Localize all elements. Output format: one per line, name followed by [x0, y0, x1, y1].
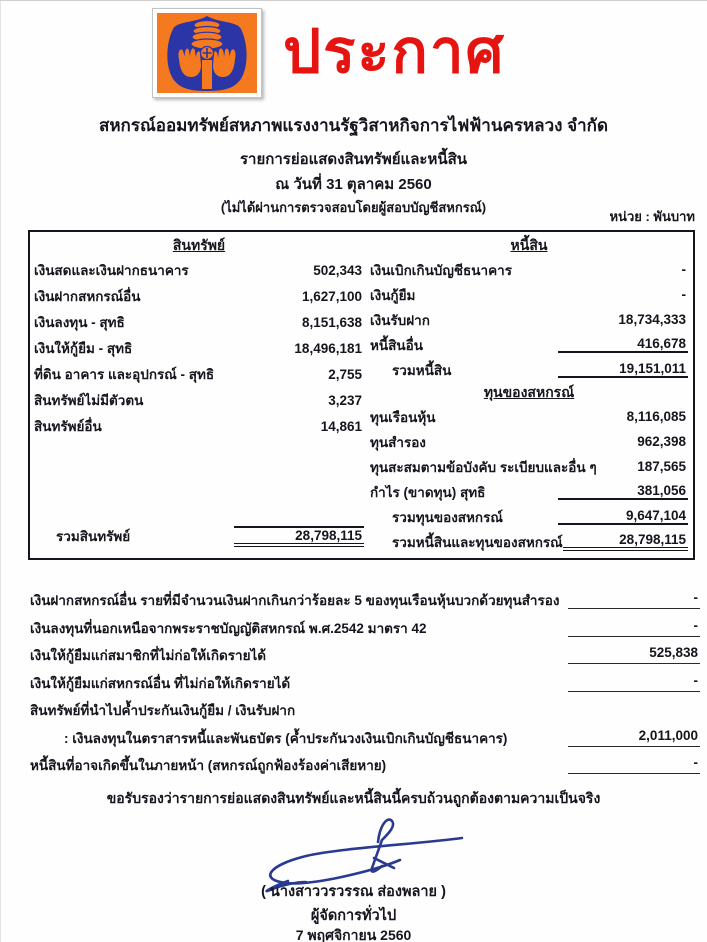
liability-label: เงินรับฝาก — [370, 312, 430, 328]
disclosure-row — [28, 641, 700, 669]
disclosure-row — [28, 614, 700, 642]
liabilities-column — [370, 235, 688, 555]
signatory-name: ( นางสาววรวรรณ ส่องพลาย ) — [261, 884, 446, 900]
asset-value: 502,343 — [313, 262, 362, 278]
asset-value: 18,496,181 — [294, 340, 362, 356]
capital-value: 962,398 — [637, 434, 686, 449]
organization-name: สหกรณ์ออมทรัพย์สหภาพแรงงานรัฐวิสาหกิจการไฟฟ้านครหลวง จำกัด — [98, 116, 609, 135]
capital-value: 187,565 — [637, 459, 686, 474]
asset-label: เงินลงทุน - สุทธิ — [34, 315, 125, 330]
disclosure-label: : เงินลงทุนในตราสารหนี้และพันธบัตร (ค้ำประกันวงเงินเบิกเกินบัญชีธนาคาร) — [64, 730, 508, 746]
balance-sheet-table — [28, 230, 695, 560]
disclosure-row — [28, 696, 700, 724]
disclosure-value: - — [568, 586, 700, 609]
asset-label: เงินให้กู้ยืม - สุทธิ — [34, 341, 133, 356]
asset-row — [34, 335, 364, 361]
disclosure-row — [28, 724, 700, 752]
asset-row — [34, 309, 364, 335]
asset-value: 1,627,100 — [301, 288, 362, 304]
signatory-title: ผู้จัดการทั่วไป — [310, 908, 397, 924]
disclosure-label: เงินให้กู้ยืมแก่สหกรณ์อื่น ที่ไม่ก่อให้เกิดรายได้ — [30, 675, 291, 691]
capital-row — [370, 479, 688, 504]
capital-label: กำไร (ขาดทุน) สุทธิ — [370, 484, 486, 500]
statement-title: รายการย่อแสดงสินทรัพย์และหนี้สิน — [239, 151, 467, 168]
asset-label: เงินสดและเงินฝากธนาคาร — [34, 263, 189, 278]
asset-value: 8,151,638 — [301, 314, 362, 330]
announcement-title: ประกาศ — [283, 18, 506, 85]
asset-row — [34, 283, 364, 309]
liabilities-total-value: 19,151,011 — [558, 361, 688, 378]
liabilities-header: หนี้สิน — [510, 237, 548, 253]
liability-label: เงินกู้ยืม — [370, 287, 416, 303]
asset-label: ที่ดิน อาคาร และอุปกรณ์ - สุทธิ — [34, 367, 215, 382]
disclosure-label: เงินลงทุนที่นอกเหนือจากพระราชบัญญัติสหกรณ์ พ.ศ.2542 มาตรา 42 — [30, 620, 427, 636]
liability-label: หนี้สินอื่น — [370, 337, 423, 353]
liability-row — [370, 332, 688, 357]
disclosure-value: 525,838 — [568, 641, 700, 664]
disclosure-row — [28, 669, 700, 697]
assets-header: สินทรัพย์ — [172, 237, 226, 253]
liability-row — [370, 257, 688, 282]
disclosure-label: สินทรัพย์ที่นำไปค้ำประกันเงินกู้ยืม / เงินรับฝาก — [30, 703, 296, 718]
certification-statement: ขอรับรองว่ารายการย่อแสดงสินทรัพย์และหนี้สินนี้ครบถ้วนถูกต้องตามความเป็นจริง — [106, 790, 601, 806]
unit-label: หน่วย : พันบาท — [609, 209, 695, 224]
capital-row — [370, 454, 688, 479]
as-of-date: ณ วันที่ 31 ตุลาคม 2560 — [275, 176, 432, 193]
asset-value: 2,755 — [328, 366, 362, 382]
asset-value: 3,237 — [328, 392, 362, 408]
grand-total-row — [370, 529, 688, 554]
disclosure-value: 2,011,000 — [568, 724, 700, 747]
capital-row — [370, 429, 688, 454]
liability-value: - — [681, 287, 686, 302]
asset-value: 14,861 — [320, 418, 362, 434]
liability-label: เงินเบิกเกินบัญชีธนาคาร — [370, 262, 512, 278]
liability-value: - — [681, 262, 686, 277]
asset-row — [34, 257, 364, 283]
capital-value: 381,056 — [558, 483, 688, 500]
disclosure-row — [28, 586, 700, 614]
liability-value: 416,678 — [558, 336, 688, 353]
disclosure-row — [28, 751, 700, 779]
disclosure-label: เงินฝากสหกรณ์อื่น รายที่มีจำนวนเงินฝากเกินกว่าร้อยละ 5 ของทุนเรือนหุ้นบวกด้วยทุนสำรอง — [30, 593, 560, 608]
liabilities-total-row — [370, 357, 688, 382]
liability-row — [370, 307, 688, 332]
capital-total-row — [370, 504, 688, 529]
grand-total-value: 28,798,115 — [563, 532, 688, 551]
capital-row — [370, 404, 688, 429]
disclosure-label: หนี้สินที่อาจเกิดขึ้นในภายหน้า (สหกรณ์ถูกฟ้องร้องค่าเสียหาย) — [30, 758, 387, 773]
assets-total-label: รวมสินทรัพย์ — [56, 529, 131, 544]
asset-label: สินทรัพย์อื่น — [34, 419, 102, 434]
disclosure-label: เงินให้กู้ยืมแก่สมาชิกที่ไม่ก่อให้เกิดรายได้ — [30, 648, 267, 663]
asset-label: เงินฝากสหกรณ์อื่น — [34, 289, 141, 304]
unaudited-note: (ไม่ได้ผ่านการตรวจสอบโดยผู้สอบบัญชีสหกรณ์) — [220, 200, 487, 215]
capital-total-value: 9,647,104 — [558, 508, 688, 525]
asset-label: สินทรัพย์ไม่มีตัวตน — [34, 393, 144, 408]
liability-row — [370, 282, 688, 307]
asset-row — [34, 361, 364, 387]
assets-total-row — [34, 523, 364, 549]
capital-total-label: รวมทุนของสหกรณ์ — [392, 509, 503, 525]
cooperative-logo — [152, 8, 262, 98]
liability-value: 18,734,333 — [618, 312, 686, 327]
asset-row — [34, 387, 364, 413]
disclosures-section — [28, 586, 700, 779]
signatory-date: 7 พฤศจิกายน 2560 — [295, 927, 412, 942]
assets-total-value: 28,798,115 — [234, 526, 364, 547]
assets-column — [34, 235, 364, 555]
asset-row — [34, 413, 364, 439]
capital-label: ทุนสำรอง — [370, 434, 426, 450]
liabilities-total-label: รวมหนี้สิน — [392, 362, 452, 378]
grand-total-label: รวมหนี้สินและทุนของสหกรณ์ — [392, 534, 563, 550]
capital-value: 8,116,085 — [626, 409, 686, 424]
cooperative-hands-logo-icon — [157, 13, 257, 93]
disclosure-value: - — [568, 614, 700, 637]
capital-label: ทุนสะสมตามข้อบังคับ ระเบียบและอื่น ๆ — [370, 459, 597, 475]
disclosure-value: - — [568, 669, 700, 692]
capital-label: ทุนเรือนหุ้น — [370, 409, 436, 425]
capital-header: ทุนของสหกรณ์ — [483, 384, 575, 400]
disclosure-value: - — [568, 751, 700, 774]
